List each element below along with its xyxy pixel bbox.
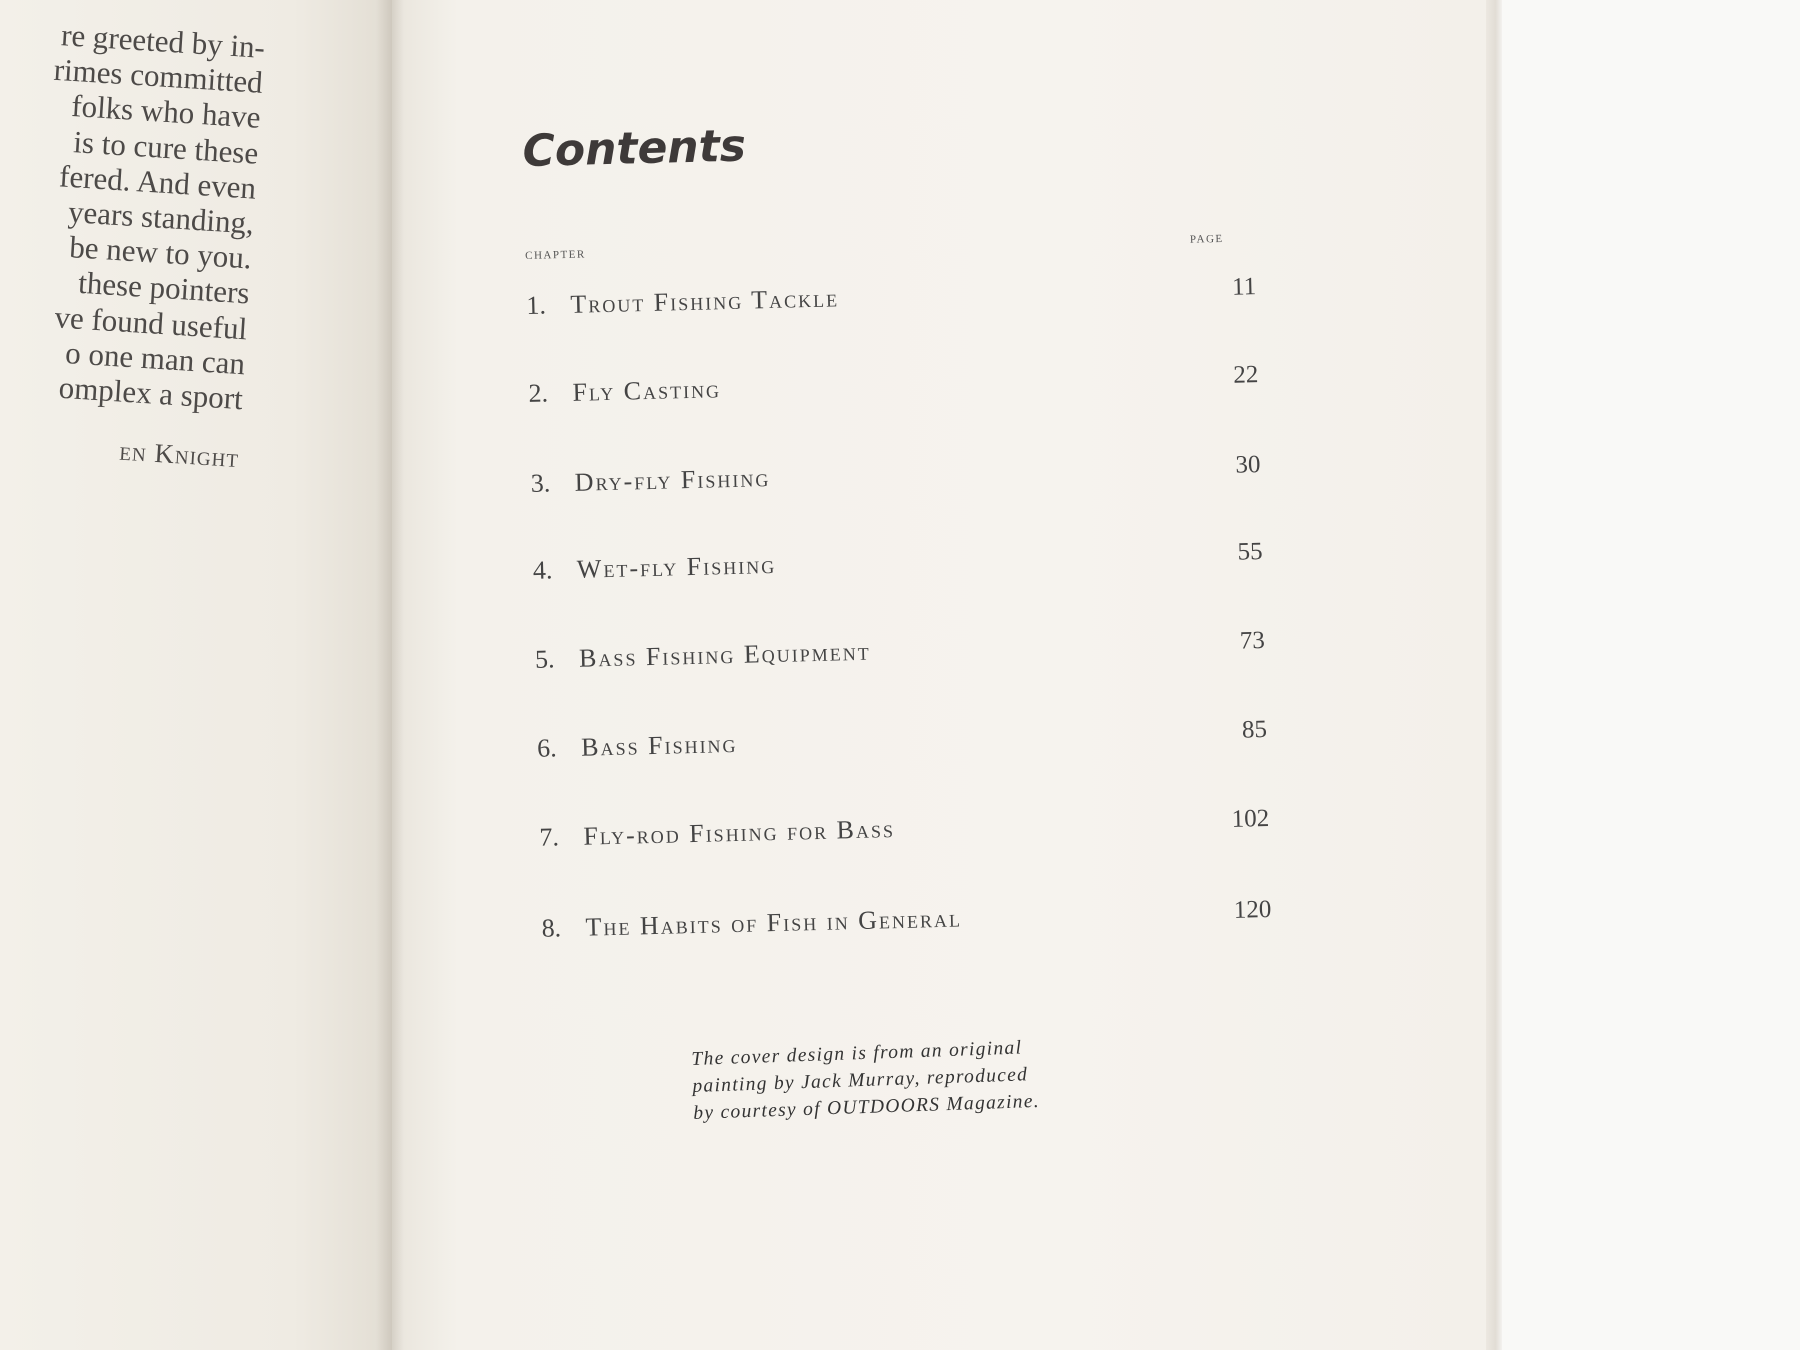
toc-entry bbox=[533, 537, 1294, 596]
toc-entry bbox=[541, 895, 1302, 954]
chapter-page: 55 bbox=[1237, 538, 1263, 566]
toc-entry bbox=[530, 450, 1291, 509]
credit-line: The cover design is from an original bbox=[691, 1037, 1023, 1070]
chapter-page: 11 bbox=[1231, 273, 1257, 301]
left-page-line: omplex a sport bbox=[57, 369, 244, 417]
page-column-heading: page bbox=[1189, 229, 1224, 247]
left-page bbox=[0, 0, 392, 1350]
chapter-number: 3. bbox=[530, 468, 551, 498]
chapter-title: Dry-fly Fishing bbox=[574, 463, 771, 497]
cover-credit bbox=[691, 1031, 1124, 1127]
chapter-title: Trout Fishing Tackle bbox=[570, 283, 840, 319]
chapter-number: 2. bbox=[528, 378, 549, 408]
toc-entry bbox=[526, 272, 1287, 331]
chapter-page: 85 bbox=[1241, 715, 1268, 744]
chapter-page: 22 bbox=[1232, 361, 1259, 389]
chapter-number: 5. bbox=[534, 644, 555, 674]
chapter-title: Fly-rod Fishing for Bass bbox=[583, 814, 896, 851]
toc-entry bbox=[539, 804, 1300, 863]
toc-entry bbox=[537, 715, 1298, 774]
credit-line: by courtesy of OUTDOORS Magazine. bbox=[692, 1090, 1041, 1124]
left-page-text bbox=[0, 13, 266, 477]
credit-line: painting by Jack Murray, reproduced bbox=[692, 1064, 1029, 1097]
left-page-line: ve found useful bbox=[53, 298, 249, 347]
chapter-title: Wet-fly Fishing bbox=[576, 549, 777, 584]
chapter-page: 120 bbox=[1233, 895, 1272, 924]
left-page-line: is to cure these bbox=[72, 123, 260, 171]
chapter-column-heading: chapter bbox=[524, 245, 586, 263]
table-of-contents bbox=[522, 107, 1306, 1125]
contents-title: Contents bbox=[522, 120, 747, 177]
left-page-line: fered. And even bbox=[58, 158, 258, 206]
chapter-page: 102 bbox=[1231, 804, 1270, 833]
chapter-number: 6. bbox=[536, 733, 558, 763]
left-page-line: be new to you. bbox=[68, 229, 253, 276]
left-page-line: re greeted by in- bbox=[60, 17, 266, 65]
left-page-line: folks who have bbox=[70, 88, 262, 136]
left-page-line: o one man can bbox=[64, 334, 247, 382]
book-gutter bbox=[376, 0, 404, 1350]
chapter-title: Bass Fishing bbox=[580, 728, 738, 762]
chapter-number: 7. bbox=[539, 822, 560, 852]
author-signature: en Knight bbox=[118, 435, 240, 474]
left-page-line: rimes committed bbox=[52, 51, 264, 101]
chapter-number: 4. bbox=[532, 555, 553, 585]
chapter-number: 1. bbox=[526, 290, 547, 320]
chapter-title: Bass Fishing Equipment bbox=[578, 636, 871, 673]
toc-entry bbox=[535, 626, 1296, 685]
chapter-title: The Habits of Fish in General bbox=[585, 903, 963, 942]
chapter-number: 8. bbox=[541, 913, 562, 943]
toc-entry bbox=[528, 360, 1289, 419]
chapter-page: 73 bbox=[1239, 627, 1266, 655]
chapter-title: Fly Casting bbox=[572, 374, 722, 407]
chapter-page: 30 bbox=[1235, 451, 1261, 479]
left-page-line: these pointers bbox=[77, 265, 251, 311]
page-edge bbox=[1486, 0, 1502, 1350]
left-page-line: years standing, bbox=[67, 193, 255, 241]
